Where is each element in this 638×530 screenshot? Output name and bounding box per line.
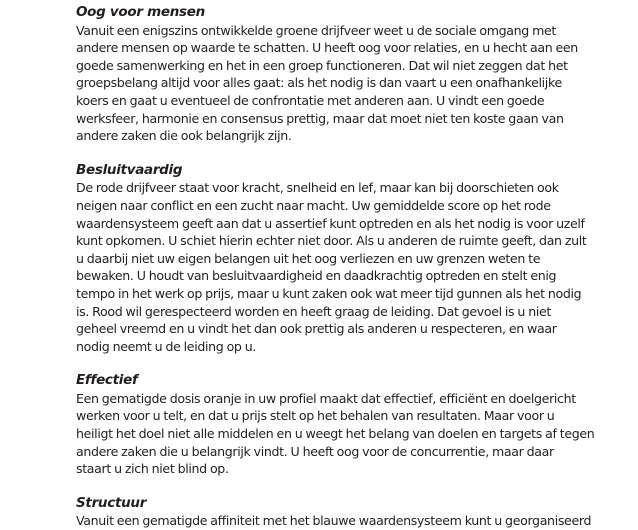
text-line: werksfeer, harmonie en consensus prettig, maar dat moet niet ten koste gaan van [76,110,564,126]
section-spacer [76,145,636,162]
text-line: bewaken. U houdt van besluitvaardigheid en daadkrachtig optreden en stelt enig [76,268,557,284]
section-oog-voor-mensen [76,4,636,145]
section-paragraph [76,390,636,478]
text-line: werken voor u telt, en dat u prijs stelt op het behalen van resultaten. Maar voor u [76,408,555,424]
text-line: Een gematigde dosis oranje in uw profiel maakt dat effectief, efficiënt en doelgericht [76,390,576,406]
text-line: De rode drijfveer staat voor kracht, snelheid en lef, maar kan bij doorschieten ook [76,180,559,196]
section-paragraph [76,512,636,530]
section-heading: Oog voor mensen [76,4,205,20]
section-besluitvaardig [76,162,636,356]
section-structuur [76,495,636,530]
section-paragraph [76,22,636,145]
text-line: andere zaken die u belangrijk vindt. U heeft oog voor de concurrentie, maar daar [76,443,554,459]
text-line: geheel vreemd en u vindt het dan ook prettig als anderen u respecteren, en waar [76,321,557,337]
text-line: andere mensen op waarde te schatten. U heeft oog voor relaties, en u hecht aan een [76,40,578,56]
text-line: andere zaken die ook belangrijk zijn. [76,128,292,144]
text-line: goede samenwerking en het in een groep functioneren. Dat wil niet zeggen dat het [76,57,568,73]
text-line: groepsbelang altijd voor alles gaat: als het nodig is dan vaart u een onafhankelijke [76,75,562,91]
text-line: nodig neemt u de leiding op u. [76,338,257,354]
section-paragraph [76,179,636,355]
section-heading: Besluitvaardig [76,161,183,178]
text-line: staart u zich niet blind op. [76,461,229,477]
text-line: Vanuit een gematigde affiniteit met het blauwe waardensysteem kunt u georganiseerd [76,513,592,529]
text-line: is. Rood wil gerespecteerd worden en heeft graag de leiding. Dat gevoel is u niet [76,303,551,319]
text-line: waardensysteem geeft aan dat u assertief kunt optreden en als het nodig is voor uzelf [76,215,585,231]
text-line: kunt opkomen. U schiet hierin echter niet door. Als u anderen de ruimte geeft, dan zult [76,233,587,249]
text-line: neigen naar conflict en een zucht naar macht. Uw gemiddelde score op het rode [76,197,551,213]
section-heading: Effectief [76,372,138,389]
section-spacer [76,478,636,495]
text-line: tempo in het werk op prijs, maar u kunt zaken ook wat meer tijd gunnen als het nodig [76,285,582,301]
section-heading: Structuur [76,494,147,511]
section-spacer [76,355,636,372]
text-line: u daarbij niet uw eigen belangen uit het oog verliezen en uw grenzen weten te [76,250,541,266]
text-line: Vanuit een enigszins ontwikkelde groene drijfveer weet u de sociale omgang met [76,22,556,38]
section-effectief [76,372,636,478]
text-line: heiligt het doel niet alle middelen en u weegt het belang van doelen en targets af tegen [76,426,595,442]
document-page [76,4,636,530]
text-line: koers en gaat u eventueel de confrontatie met anderen aan. U vindt een goede [76,92,545,108]
